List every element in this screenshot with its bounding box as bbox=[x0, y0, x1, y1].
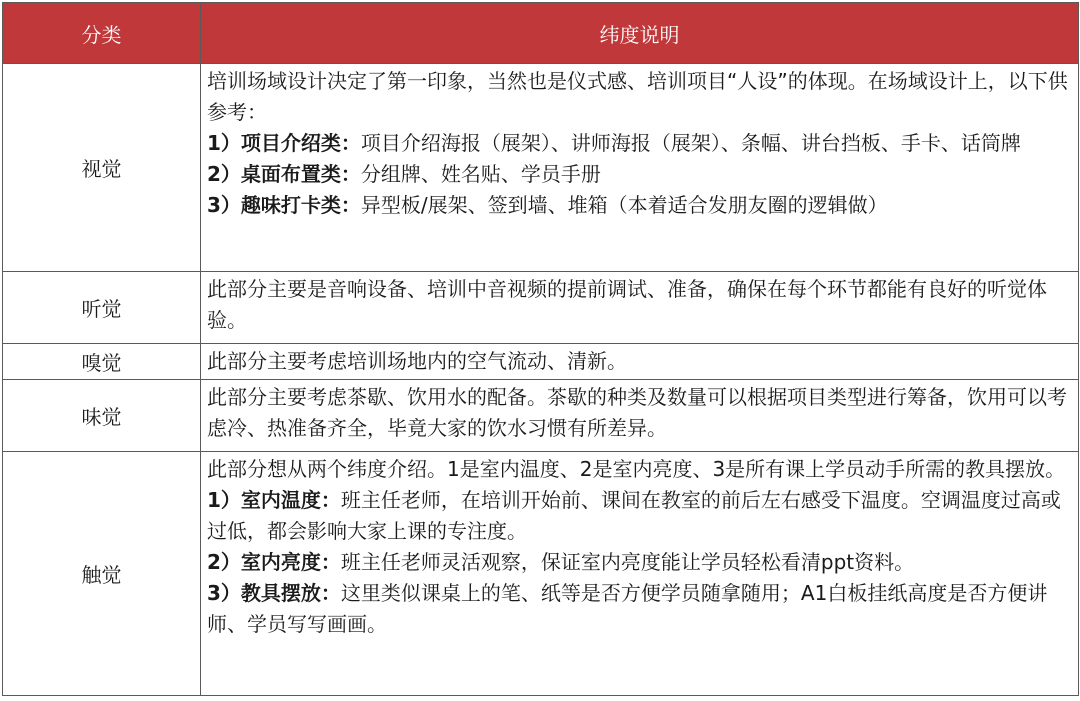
line-text: 班主任老师灵活观察，保证室内亮度能让学员轻松看清ppt资料。 bbox=[340, 550, 915, 574]
category-cell: 触觉 bbox=[3, 452, 201, 696]
description-line bbox=[207, 274, 1072, 336]
table-row bbox=[3, 272, 1079, 344]
table-row bbox=[3, 452, 1079, 696]
line-text: 班主任老师，在培训开始前、课间在教室的前后左右感受下温度。空调温度过高或过低，都会影响大家上课的专注度。 bbox=[207, 488, 1061, 543]
sensory-dimension-table bbox=[2, 2, 1079, 696]
line-text: 异型板/展架、签到墙、堆箱（本着适合发朋友圈的逻辑做） bbox=[360, 193, 888, 217]
description-cell bbox=[201, 452, 1079, 696]
item-number: 2） bbox=[207, 162, 241, 186]
description-line bbox=[207, 190, 1072, 221]
header-description: 纬度说明 bbox=[201, 3, 1079, 64]
line-text: 这里类似课桌上的笔、纸等是否方便学员随拿随用；A1白板挂纸高度是否方便讲师、学员写写画画。 bbox=[207, 581, 1048, 636]
item-key: 趣味打卡类： bbox=[240, 193, 361, 217]
line-text: 分组牌、姓名贴、学员手册 bbox=[360, 162, 601, 186]
item-key: 室内温度： bbox=[240, 488, 341, 512]
description-line bbox=[207, 547, 1072, 578]
item-key: 桌面布置类： bbox=[240, 162, 361, 186]
category-cell: 味觉 bbox=[3, 380, 201, 452]
line-text: 项目介绍海报（展架）、讲师海报（展架）、条幅、讲台挡板、手卡、话筒牌 bbox=[360, 131, 1021, 155]
description-cell bbox=[201, 380, 1079, 452]
table-row bbox=[3, 344, 1079, 380]
category-cell: 嗅觉 bbox=[3, 344, 201, 380]
line-text: 此部分主要考虑培训场地内的空气流动、清新。 bbox=[207, 349, 627, 373]
header-category: 分类 bbox=[3, 3, 201, 64]
item-number: 3） bbox=[207, 581, 241, 605]
line-text: 此部分想从两个纬度介绍。1是室内温度、2是室内亮度、3是所有课上学员动手所需的教具摆放。 bbox=[207, 457, 1066, 481]
description-cell bbox=[201, 64, 1079, 272]
description-line bbox=[207, 128, 1072, 159]
line-text: 培训场域设计决定了第一印象，当然也是仪式感、培训项目“人设”的体现。在场域设计上，以下供参考： bbox=[207, 69, 1068, 124]
item-key: 项目介绍类： bbox=[240, 131, 361, 155]
table-row bbox=[3, 380, 1079, 452]
table-row bbox=[3, 64, 1079, 272]
description-line bbox=[207, 485, 1072, 547]
table-header-row bbox=[3, 3, 1079, 64]
item-number: 3） bbox=[207, 193, 241, 217]
item-key: 教具摆放： bbox=[240, 581, 341, 605]
item-number: 1） bbox=[207, 131, 241, 155]
description-line bbox=[207, 346, 1072, 377]
description-line bbox=[207, 382, 1072, 444]
item-key: 室内亮度： bbox=[240, 550, 341, 574]
description-cell bbox=[201, 344, 1079, 380]
description-cell bbox=[201, 272, 1079, 344]
category-cell: 视觉 bbox=[3, 64, 201, 272]
line-text: 此部分主要是音响设备、培训中音视频的提前调试、准备，确保在每个环节都能有良好的听觉体验。 bbox=[207, 277, 1047, 332]
description-line bbox=[207, 66, 1072, 128]
line-text: 此部分主要考虑茶歇、饮用水的配备。茶歇的种类及数量可以根据项目类型进行筹备，饮用可以考虑冷、热准备齐全，毕竟大家的饮水习惯有所差异。 bbox=[207, 385, 1067, 440]
item-number: 1） bbox=[207, 488, 241, 512]
description-line bbox=[207, 578, 1072, 640]
description-line bbox=[207, 454, 1072, 485]
item-number: 2） bbox=[207, 550, 241, 574]
category-cell: 听觉 bbox=[3, 272, 201, 344]
description-line bbox=[207, 159, 1072, 190]
